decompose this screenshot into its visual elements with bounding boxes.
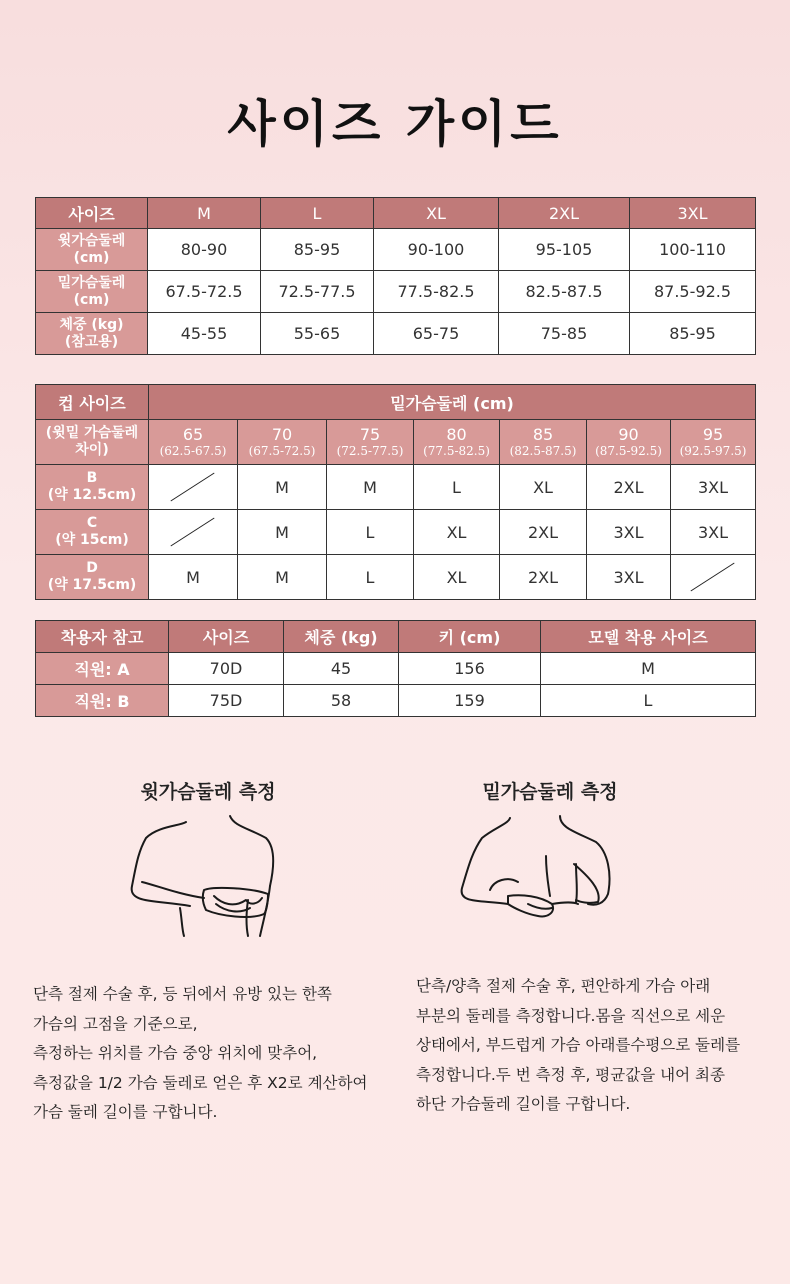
- header-cell: 사이즈: [169, 621, 284, 653]
- header-cell: 사이즈: [36, 198, 148, 229]
- table-cell: 100-110: [630, 229, 756, 271]
- upper-bust-measure-title: 윗가슴둘레 측정: [140, 781, 276, 803]
- table-cell: 75-85: [499, 313, 630, 355]
- table-cell: 58: [284, 685, 399, 717]
- description-line: 부분의 둘레를 측정합니다.몸을 직선으로 세운: [416, 1006, 726, 1025]
- under-bust-illustration: [448, 808, 628, 943]
- row-label: 체중 (kg) (참고용): [36, 313, 148, 355]
- header-cell: 착용자 참고: [36, 621, 169, 653]
- cup-size-table: [35, 384, 756, 600]
- table-cell: 2XL: [587, 465, 671, 510]
- table-cell: 75D: [169, 685, 284, 717]
- upper-bust-description: [33, 980, 413, 1128]
- table-row: [36, 685, 756, 717]
- table-cell: 45-55: [148, 313, 261, 355]
- table-cell: M: [327, 465, 414, 510]
- band-cell: 80 (77.5-82.5): [414, 420, 500, 465]
- table-cell: 55-65: [261, 313, 374, 355]
- table-row: [36, 229, 756, 271]
- table-cell: 82.5-87.5: [499, 271, 630, 313]
- cup-label: C (약 15cm): [36, 510, 149, 555]
- table-cell: 70D: [169, 653, 284, 685]
- header-cell: 2XL: [499, 198, 630, 229]
- header-cell: 키 (cm): [399, 621, 541, 653]
- table-row: [36, 271, 756, 313]
- table-row: [36, 653, 756, 685]
- cup-diff-label: (윗밑 가슴둘레 차이): [36, 420, 149, 465]
- table-cell: 2XL: [500, 555, 587, 600]
- table-row: [36, 555, 756, 600]
- table-cell: 87.5-92.5: [630, 271, 756, 313]
- header-cell: XL: [374, 198, 499, 229]
- description-line: 가슴 둘레 길이를 구합니다.: [33, 1103, 218, 1121]
- table-cell: M: [541, 653, 756, 685]
- description-line: 단측/양측 절제 수술 후, 편안하게 가슴 아래: [416, 977, 711, 995]
- table-cell: M: [149, 555, 238, 600]
- description-line: 측정값을 1/2 가슴 둘레로 얻은 후 X2로 계산하여: [33, 1073, 368, 1092]
- under-bust-measure-title: 밑가슴둘레 측정: [482, 781, 618, 803]
- table-cell: XL: [414, 510, 500, 555]
- size-table: [35, 197, 756, 355]
- wearer-table-header: [36, 621, 756, 653]
- unavailable-cell: [149, 465, 238, 510]
- table-cell: L: [414, 465, 500, 510]
- row-label: 윗가슴둘레 (cm): [36, 229, 148, 271]
- table-cell: 45: [284, 653, 399, 685]
- unavailable-cell: [671, 555, 756, 600]
- row-label: 직원: B: [36, 685, 169, 717]
- header-cell: 3XL: [630, 198, 756, 229]
- description-line: 가슴의 고점을 기준으로,: [33, 1014, 198, 1033]
- table-cell: M: [238, 555, 327, 600]
- table-row: [36, 510, 756, 555]
- table-cell: L: [541, 685, 756, 717]
- table-cell: 77.5-82.5: [374, 271, 499, 313]
- table-cell: L: [327, 555, 414, 600]
- band-cell: 85 (82.5-87.5): [500, 420, 587, 465]
- table-cell: 90-100: [374, 229, 499, 271]
- row-label: 직원: A: [36, 653, 169, 685]
- description-line: 측정하는 위치를 가슴 중앙 위치에 맞추어,: [33, 1044, 318, 1062]
- header-cell: L: [261, 198, 374, 229]
- table-cell: L: [327, 510, 414, 555]
- table-cell: 3XL: [671, 510, 756, 555]
- header-cell: M: [148, 198, 261, 229]
- table-cell: 156: [399, 653, 541, 685]
- cup-table-header: [36, 385, 756, 420]
- band-cell: 75 (72.5-77.5): [327, 420, 414, 465]
- table-row: [36, 313, 756, 355]
- unavailable-cell: [149, 510, 238, 555]
- table-cell: XL: [500, 465, 587, 510]
- band-cell: 90 (87.5-92.5): [587, 420, 671, 465]
- table-cell: 85-95: [261, 229, 374, 271]
- page-title: 사이즈 가이드: [227, 95, 563, 153]
- cup-size-corner: 컵 사이즈: [36, 385, 149, 420]
- table-cell: 72.5-77.5: [261, 271, 374, 313]
- band-cell: 65 (62.5-67.5): [149, 420, 238, 465]
- table-cell: 95-105: [499, 229, 630, 271]
- header-cell: 체중 (kg): [284, 621, 399, 653]
- table-cell: 3XL: [587, 510, 671, 555]
- table-cell: 3XL: [671, 465, 756, 510]
- table-cell: 80-90: [148, 229, 261, 271]
- cup-label: B (약 12.5cm): [36, 465, 149, 510]
- description-line: 측정합니다.두 번 측정 후, 평균값을 내어 최종: [416, 1065, 725, 1084]
- description-line: 하단 가슴둘레 길이를 구합니다.: [416, 1095, 631, 1113]
- table-cell: 159: [399, 685, 541, 717]
- under-bust-description: [416, 972, 786, 1120]
- upper-bust-illustration: [118, 808, 298, 943]
- cup-label: D (약 17.5cm): [36, 555, 149, 600]
- band-header: 밑가슴둘레 (cm): [149, 385, 756, 420]
- size-table-header: [36, 198, 756, 229]
- band-cell: 95 (92.5-97.5): [671, 420, 756, 465]
- table-cell: XL: [414, 555, 500, 600]
- table-cell: M: [238, 510, 327, 555]
- table-cell: 3XL: [587, 555, 671, 600]
- header-cell: 모델 착용 사이즈: [541, 621, 756, 653]
- table-row: [36, 465, 756, 510]
- description-line: 단측 절제 수술 후, 등 뒤에서 유방 있는 한쪽: [33, 985, 332, 1003]
- table-cell: 65-75: [374, 313, 499, 355]
- table-cell: 85-95: [630, 313, 756, 355]
- band-cell: 70 (67.5-72.5): [238, 420, 327, 465]
- description-line: 상태에서, 부드럽게 가슴 아래를수평으로 둘레를: [416, 1036, 741, 1054]
- table-cell: M: [238, 465, 327, 510]
- table-cell: 67.5-72.5: [148, 271, 261, 313]
- row-label: 밑가슴둘레 (cm): [36, 271, 148, 313]
- band-row: [36, 420, 756, 465]
- table-cell: 2XL: [500, 510, 587, 555]
- wearer-table: [35, 620, 756, 717]
